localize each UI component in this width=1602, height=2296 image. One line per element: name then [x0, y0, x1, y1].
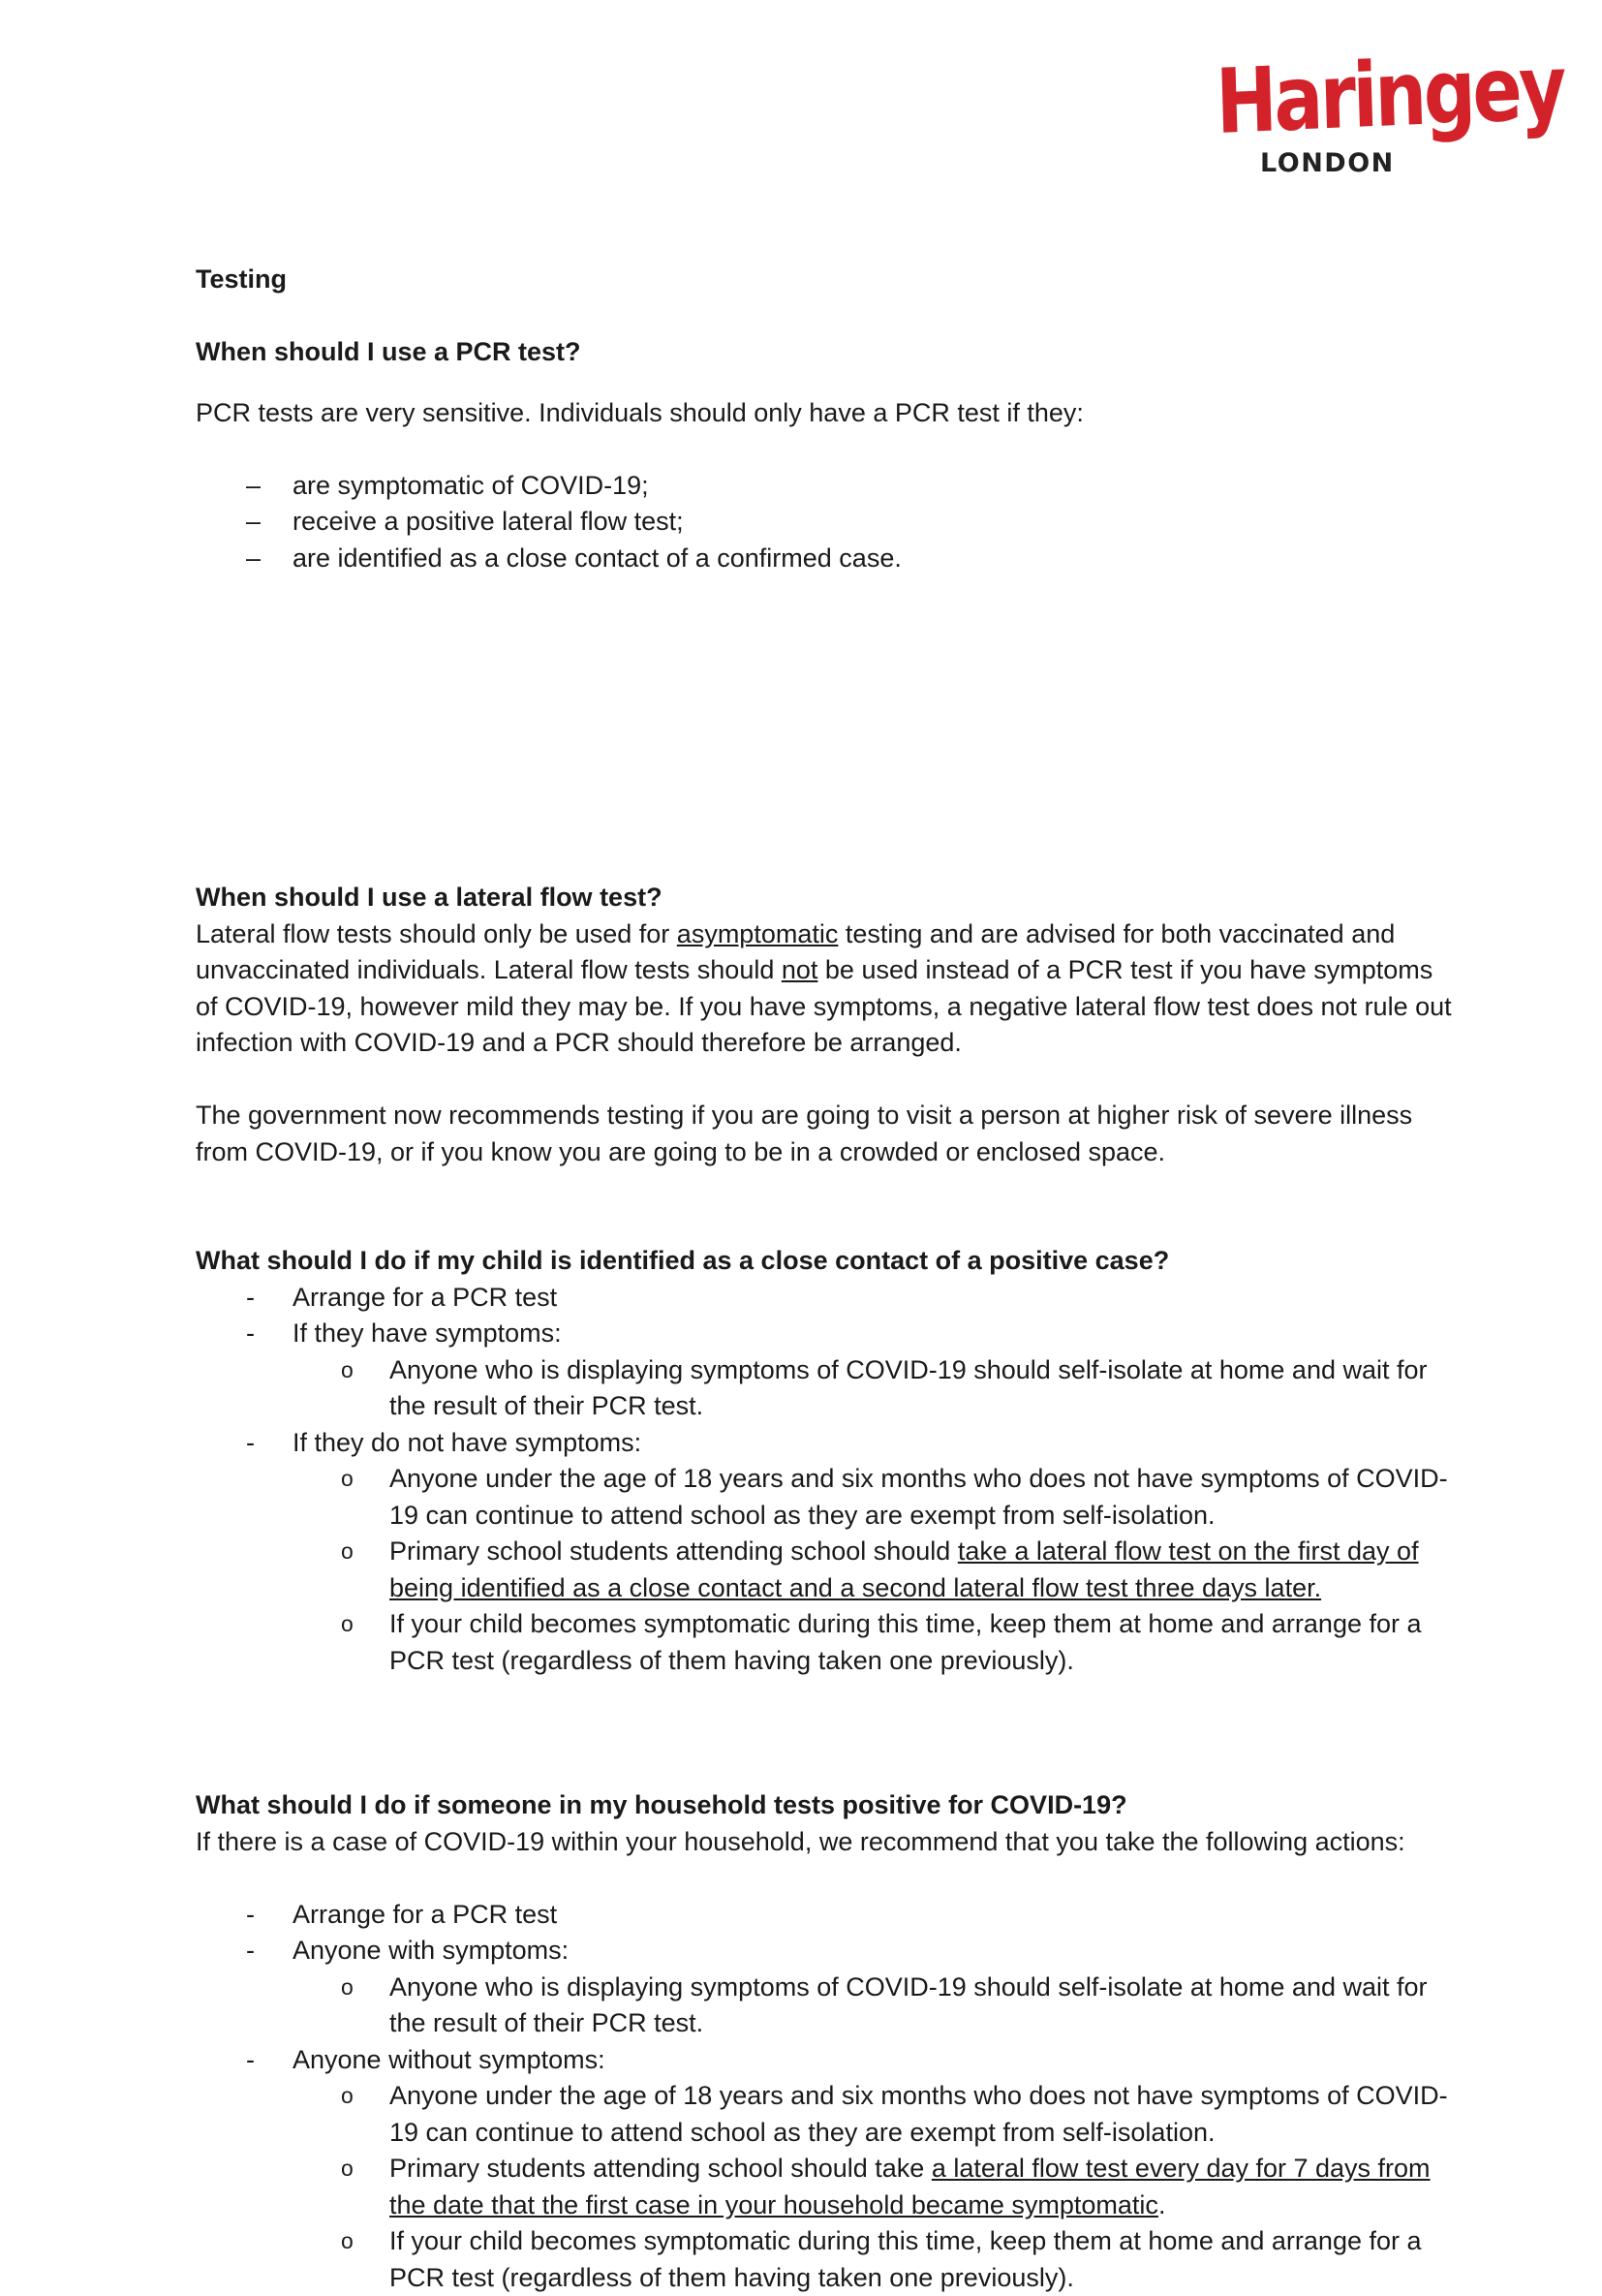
list-item	[196, 504, 1455, 541]
text-run: be used instead of a PCR test if you have symptoms of COVID-19, however mild they may be. If you have symptoms, a negative lateral flow test does not rule out infection with COVID-19 and a PCR should therefore be arranged.	[196, 955, 1452, 1057]
sub-list-item	[196, 1461, 1455, 1534]
list-item-text: If your child becomes symptomatic during this time, keep them at home and arrange for a PCR test (regardless of them having taken one previously).	[389, 2226, 1422, 2292]
sub-list-item	[196, 1534, 1455, 1606]
list-item-text: are identified as a close contact of a confirmed case.	[293, 543, 902, 573]
list-item	[196, 468, 1455, 505]
list-item	[196, 1933, 1455, 1970]
list-item-text: If they have symptoms:	[293, 1319, 562, 1348]
household-heading: What should I do if someone in my household tests positive for COVID-19?	[196, 1787, 1455, 1824]
text-run: Lateral flow tests should only be used for	[196, 919, 677, 948]
sub-list-item	[196, 2151, 1455, 2223]
list-item-text: Anyone under the age of 18 years and six months who does not have symptoms of COVID-19 can continue to attend school as they are exempt from self-isolation.	[389, 1464, 1448, 1530]
logo-subtitle: LONDON	[1260, 148, 1395, 178]
dash-bullet-icon: -	[246, 1316, 255, 1352]
list-item-text: Anyone who is displaying symptoms of COVID-19 should self-isolate at home and wait for the result of their PCR test.	[389, 1972, 1428, 2038]
pcr-intro: PCR tests are very sensitive. Individuals should only have a PCR test if they:	[196, 395, 1455, 432]
household-list	[196, 1897, 1455, 2296]
logo-wordmark: Haringey	[1215, 40, 1565, 151]
circle-bullet-icon: o	[341, 2223, 354, 2260]
circle-bullet-icon: o	[341, 1534, 354, 1570]
lfd-paragraph-1	[196, 916, 1455, 1062]
lfd-heading: When should I use a lateral flow test?	[196, 880, 1455, 916]
circle-bullet-icon: o	[341, 1352, 354, 1389]
dash-bullet-icon: -	[246, 2042, 255, 2079]
dash-bullet-icon: -	[246, 1933, 255, 1970]
list-item-text: Arrange for a PCR test	[293, 1900, 557, 1929]
text-run: testing and are advised for both vaccinated and unvaccinated individuals. Lateral flow tests should	[196, 919, 1395, 985]
list-item	[196, 1316, 1455, 1352]
circle-bullet-icon: o	[341, 2078, 354, 2115]
list-item	[196, 2042, 1455, 2079]
household-intro: If there is a case of COVID-19 within your household, we recommend that you take the following actions:	[196, 1824, 1455, 1861]
page-title: Testing	[196, 262, 287, 298]
list-item-text: Anyone with symptoms:	[293, 1936, 569, 1965]
list-item	[196, 541, 1455, 577]
list-item-text: Arrange for a PCR test	[293, 1283, 557, 1312]
child-heading: What should I do if my child is identified as a close contact of a positive case?	[196, 1243, 1455, 1280]
list-item-text: are symptomatic of COVID-19;	[293, 471, 649, 500]
text-run: Primary school students attending school should	[389, 1536, 958, 1566]
lfd-paragraph-2: The government now recommends testing if you are going to visit a person at higher risk of severe illness from COVID-19, or if you know you are going to be in a crowded or enclosed space.	[196, 1098, 1455, 1170]
dash-bullet-icon: –	[246, 541, 261, 577]
dash-bullet-icon: -	[246, 1897, 255, 1934]
list-item-text: If your child becomes symptomatic during this time, keep them at home and arrange for a PCR test (regardless of them having taken one previously).	[389, 1609, 1422, 1675]
circle-bullet-icon: o	[341, 1606, 354, 1643]
underlined-text: take a lateral flow test on the first day of being identified as a close contact and a second lateral flow test three days later.	[389, 1536, 1419, 1602]
child-list	[196, 1280, 1455, 1680]
pcr-section	[196, 334, 1455, 576]
text-run: .	[1158, 2190, 1166, 2219]
list-item	[196, 1280, 1455, 1317]
text-run: Primary students attending school should take	[389, 2154, 932, 2183]
underlined-text: asymptomatic	[677, 919, 839, 948]
sub-list-item	[196, 1606, 1455, 1679]
dash-bullet-icon: -	[246, 1280, 255, 1317]
list-item-text: receive a positive lateral flow test;	[293, 507, 684, 536]
sub-list-item	[196, 1352, 1455, 1425]
list-item-text: Anyone without symptoms:	[293, 2045, 605, 2074]
child-contact-section	[196, 1243, 1455, 1679]
sub-list-item	[196, 2223, 1455, 2296]
underlined-text: a lateral flow test every day for 7 days from the date that the first case in your household became symptomatic	[389, 2154, 1431, 2219]
pcr-list	[196, 468, 1455, 577]
list-item	[196, 1425, 1455, 1462]
list-item-text: If they do not have symptoms:	[293, 1428, 641, 1457]
list-item	[196, 1897, 1455, 1934]
dash-bullet-icon: –	[246, 468, 261, 505]
lateral-flow-section	[196, 880, 1455, 1170]
household-section	[196, 1787, 1455, 2296]
underlined-text: not	[782, 955, 818, 984]
sub-list-item	[196, 1970, 1455, 2042]
circle-bullet-icon: o	[341, 1461, 354, 1498]
haringey-logo	[1215, 54, 1525, 180]
sub-list-item	[196, 2078, 1455, 2151]
pcr-heading: When should I use a PCR test?	[196, 334, 1455, 371]
circle-bullet-icon: o	[341, 2151, 354, 2187]
circle-bullet-icon: o	[341, 1970, 354, 2006]
dash-bullet-icon: -	[246, 1425, 255, 1462]
list-item-text: Anyone who is displaying symptoms of COVID-19 should self-isolate at home and wait for the result of their PCR test.	[389, 1355, 1428, 1421]
dash-bullet-icon: –	[246, 504, 261, 541]
list-item-text: Anyone under the age of 18 years and six months who does not have symptoms of COVID-19 can continue to attend school as they are exempt from self-isolation.	[389, 2081, 1448, 2147]
